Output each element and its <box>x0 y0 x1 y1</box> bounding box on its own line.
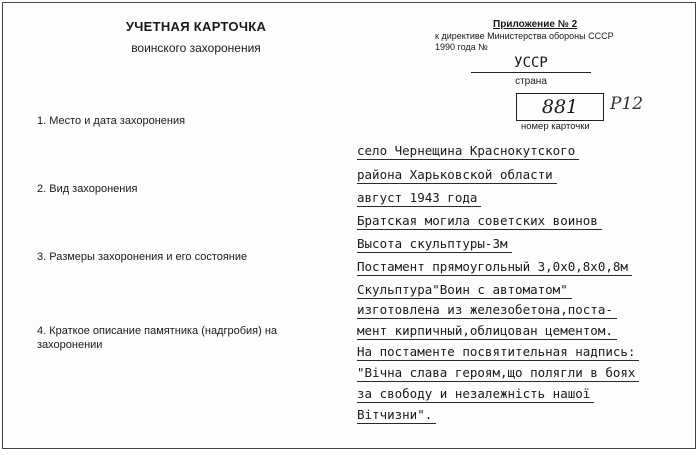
typed-line: На постаменте посвятительная надпись: <box>357 344 639 361</box>
card-number-box: 881 <box>516 93 604 121</box>
typed-line: август 1943 года <box>357 190 481 207</box>
appendix-label: Приложение № 2 <box>493 19 578 30</box>
country-label: страна <box>515 76 547 87</box>
directive-reference <box>435 31 614 53</box>
country-value: УССР <box>471 55 591 73</box>
field-label-burial-size-condition: 3. Размеры захоронения и его состояние <box>37 251 248 263</box>
directive-line-2: 1990 года № <box>435 42 488 52</box>
typed-line: Высота скульптуры-3м <box>357 236 512 253</box>
typed-line: Постамент прямоугольный 3,0х0,8х0,8м <box>357 259 632 276</box>
typed-line: село Чернещина Краснокутского <box>357 143 579 160</box>
card-title: УЧЕТНАЯ КАРТОЧКА <box>125 19 267 34</box>
typed-line: района Харьковской области <box>357 167 557 184</box>
typed-line: мент кирпичный,облицован цементом. <box>357 323 617 340</box>
typed-line: "Вічна слава героям,що полягли в боях <box>357 365 639 382</box>
card-number-label: номер карточки <box>521 121 590 132</box>
typed-line: изготовлена из железобетона,постa- <box>357 302 617 319</box>
card-number-annotation: Р12 <box>610 94 644 114</box>
typed-line: Братская могила советских воинов <box>357 213 602 230</box>
field-label-monument-description: 4. Краткое описание памятника (надгробия) на захоронении <box>37 325 278 351</box>
burial-record-card <box>2 2 696 449</box>
typed-line: Скульптура"Воин с автоматом" <box>357 282 572 299</box>
typed-line: Вітчизни". <box>357 407 436 424</box>
card-subtitle: воинского захоронения <box>131 41 261 55</box>
typed-line: за свободу и незалежність нашої <box>357 386 594 403</box>
field-label-burial-place-date: 1. Место и дата захоронения <box>37 115 186 127</box>
field-label-burial-type: 2. Вид захоронения <box>37 183 138 195</box>
directive-line-1: к директиве Министерства обороны СССР <box>435 31 614 41</box>
